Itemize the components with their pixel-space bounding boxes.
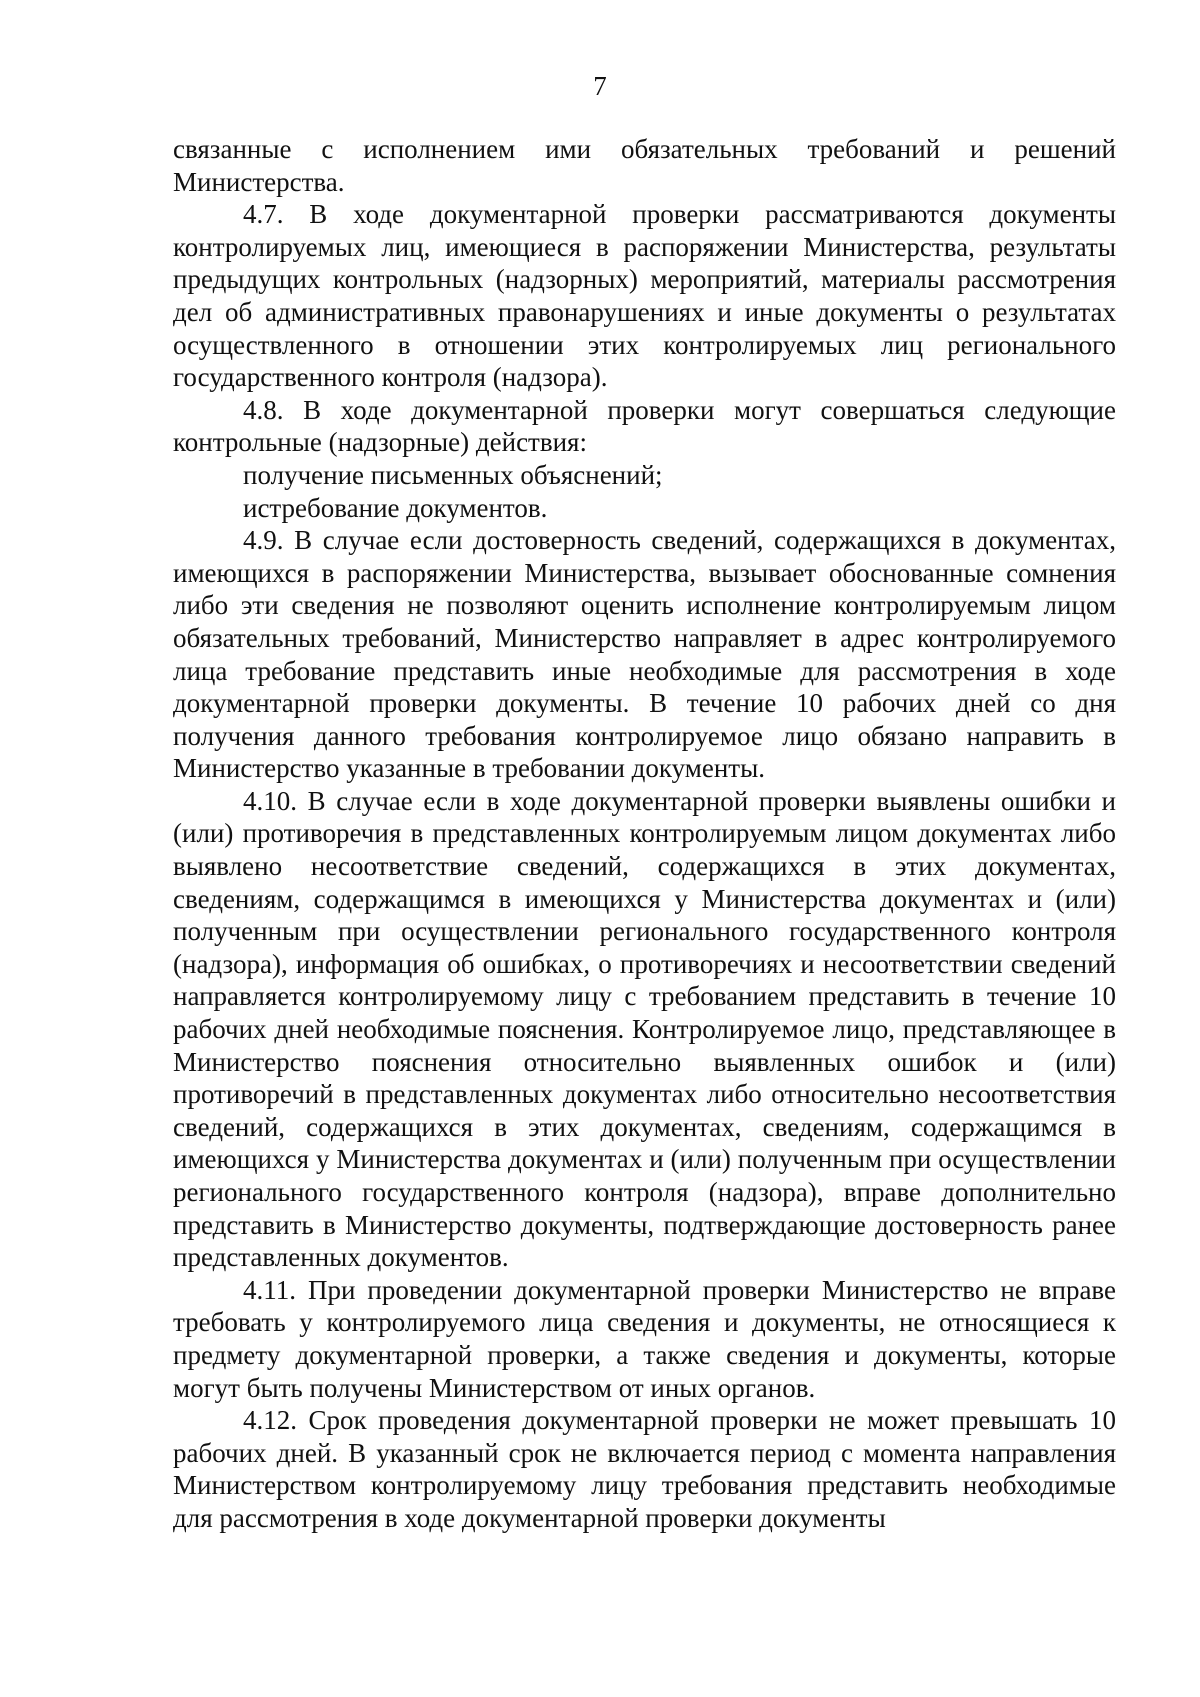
list-item: получение письменных объяснений;: [243, 459, 663, 490]
page-number: 7: [593, 71, 607, 101]
document-body: [173, 133, 1116, 1535]
paragraph: связанные с исполнением ими обязательных требований и решений Министерства.: [173, 134, 1116, 197]
paragraph: 4.9. В случае если достоверность сведений, содержащихся в документах, имеющихся в распоряжении Министерства, вызывает обоснованные сомнения либо эти сведения не позволяют оценить исполнение контролируемым лицом обязательных требований, Министерство направляет в адрес контролируемого лица требование представить иные необходимые для рассмотрения в ходе документарной проверки документы. В течение 10 рабочих дней со дня получения данного требования контролируемое лицо обязано направить в Министерство указанные в требовании документы.: [173, 525, 1116, 784]
paragraph: 4.10. В случае если в ходе документарной проверки выявлены ошибки и (или) противоречия в представленных контролируемым лицом документах либо выявлено несоответствие сведений, содержащихся в этих документах, сведениям, содержащимся в имеющихся у Министерства документах и (или) полученным при осуществлении регионального государственного контроля (надзора), информация об ошибках, о противоречиях и несоответствии сведений направляется контролируемому лицу с требованием представить в течение 10 рабочих дней необходимые пояснения. Контролируемое лицо, представляющее в Министерство пояснения относительно выявленных ошибок и (или) противоречий в представленных документах либо относительно несоответствия сведений, содержащихся в этих документах, сведениям, содержащимся в имеющихся у Министерства документах и (или) полученным при осуществлении регионального государственного контроля (надзора), вправе дополнительно представить в Министерство документы, подтверждающие достоверность ранее представленных документов.: [173, 785, 1116, 1273]
list-item: истребование документов.: [243, 492, 548, 523]
paragraph: 4.11. При проведении документарной проверки Министерство не вправе требовать у контролируемого лица сведения и документы, не относящиеся к предмету документарной проверки, а также сведения и документы, которые могут быть получены Министерством от иных органов.: [173, 1274, 1116, 1403]
paragraph: 4.12. Срок проведения документарной проверки не может превышать 10 рабочих дней. В указанный срок не включается период с момента направления Министерством контролируемому лицу требования представить необходимые для рассмотрения в ходе документарной проверки документы: [173, 1405, 1116, 1533]
paragraph: 4.7. В ходе документарной проверки рассматриваются документы контролируемых лиц, имеющиеся в распоряжении Министерства, результаты предыдущих контрольных (надзорных) мероприятий, материалы рассмотрения дел об административных правонарушениях и иные документы о результатах осуществленного в отношении этих контролируемых лиц регионального государственного контроля (надзора).: [173, 199, 1116, 393]
paragraph: 4.8. В ходе документарной проверки могут совершаться следующие контрольные (надзорные) действия:: [173, 394, 1116, 458]
